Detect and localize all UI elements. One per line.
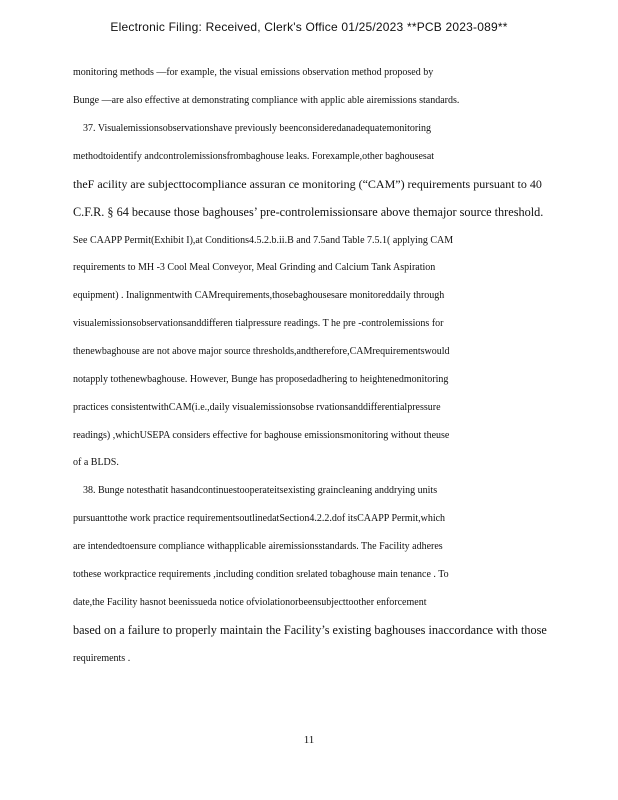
text-line: methodtoidentify andcontrolemissionsfrombaghouse leaks. Forexample,other baghousesat xyxy=(73,151,435,162)
text-line: theF acility are subjecttocompliance assuran ce monitoring (“CAM”) requirements pursuant to 40 xyxy=(73,177,542,191)
text-line: date,the Facility hasnot beenissueda notice ofviolationorbeensubjecttoother enforcement xyxy=(73,597,427,608)
text-line: 38. Bunge notesthatit hasandcontinuestooperateitsexisting graincleaning anddrying units xyxy=(73,485,438,496)
text-line: See CAAPP Permit(Exhibit I),at Conditions4.5.2.b.ii.B and 7.5and Table 7.5.1( applying CAM xyxy=(73,235,454,246)
text-line: practices consistentwithCAM(i.e.,daily visualemissionsobse rvationsanddifferentialpressure xyxy=(73,402,441,413)
text-line: equipment) . Inalignmentwith CAMrequirements,thosebaghousesare monitoreddaily through xyxy=(73,290,445,301)
text-line: pursuanttothe work practice requirementsoutlinedatSection4.2.2.dof itsCAAPP Permit,which xyxy=(73,513,446,524)
text-line: tothese workpractice requirements ,including condition srelated tobaghouse main tenance . To xyxy=(73,569,449,580)
text-line: visualemissionsobservationsanddifferen tialpressure readings. T he pre -controlemissions for xyxy=(73,318,444,329)
text-line: requirements . xyxy=(73,653,131,664)
text-line: Bunge —are also effective at demonstrating compliance with applic able airemissions standards. xyxy=(73,95,460,106)
text-line: based on a failure to properly maintain the Facility’s existing baghouses inaccordance with those xyxy=(73,623,547,637)
text-line: of a BLDS. xyxy=(73,457,119,468)
text-line: 37. Visualemissionsobservationshave previously beenconsideredanadequatemonitoring xyxy=(73,123,432,134)
text-line: requirements to MH -3 Cool Meal Conveyor, Meal Grinding and Calcium Tank Aspiration xyxy=(73,262,436,273)
filing-header: Electronic Filing: Received, Clerk's Office 01/25/2023 **PCB 2023-089** xyxy=(110,20,508,34)
text-line: monitoring methods —for example, the visual emissions observation method proposed by xyxy=(73,67,434,78)
text-line: C.F.R. § 64 because those baghouses’ pre-controlemissionsare above themajor source threshold. xyxy=(73,205,544,219)
text-line: are intendedtoensure compliance withapplicable airemissionsstandards. The Facility adheres xyxy=(73,541,443,552)
text-line: thenewbaghouse are not above major source thresholds,andtherefore,CAMrequirementswould xyxy=(73,346,450,357)
page-number: 11 xyxy=(303,734,315,746)
text-line: readings) ,whichUSEPA considers effective for baghouse emissionsmonitoring without theuse xyxy=(73,430,450,441)
text-line: notapply tothenewbaghouse. However, Bunge has proposedadhering to heightenedmonitoring xyxy=(73,374,449,385)
